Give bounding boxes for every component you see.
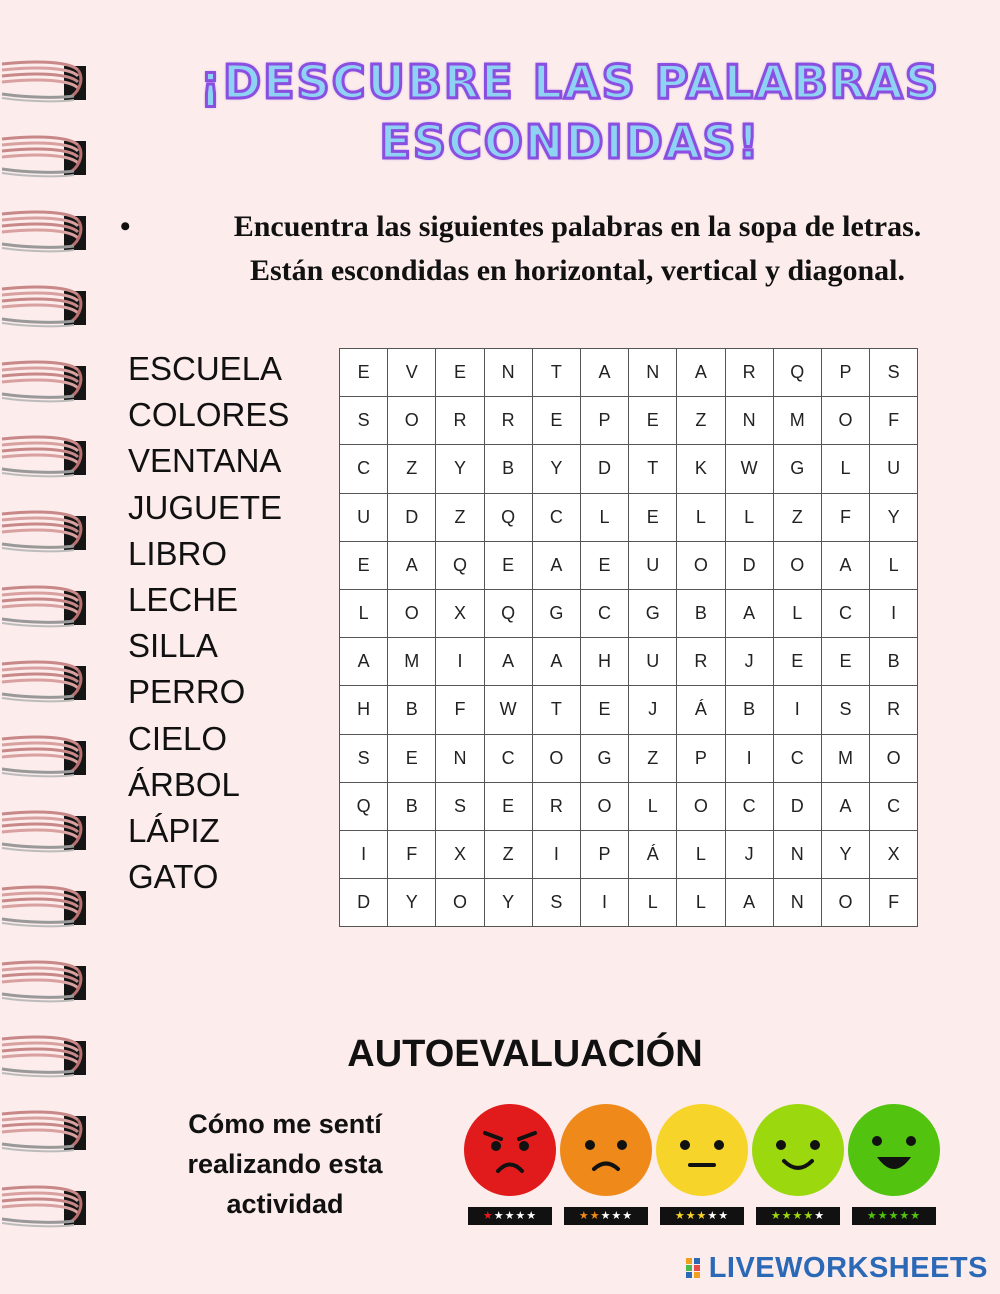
grid-cell[interactable]: A bbox=[532, 638, 580, 686]
grid-cell[interactable]: T bbox=[532, 349, 580, 397]
page-title bbox=[140, 52, 1000, 172]
grid-cell[interactable]: C bbox=[773, 734, 821, 782]
grid-row bbox=[340, 541, 918, 589]
word-item: PERRO bbox=[128, 673, 246, 711]
grid-cell[interactable]: Q bbox=[436, 541, 484, 589]
rating-stars-3: ★★★★★ bbox=[660, 1207, 744, 1225]
grid-cell[interactable]: L bbox=[725, 493, 773, 541]
grid-cell[interactable]: O bbox=[821, 879, 869, 927]
spiral-ring-icon bbox=[2, 1037, 86, 1076]
grid-cell[interactable]: E bbox=[532, 397, 580, 445]
grid-cell[interactable]: H bbox=[340, 686, 388, 734]
word-item: ÁRBOL bbox=[128, 765, 240, 803]
grid-cell[interactable]: I bbox=[532, 830, 580, 878]
grid-cell[interactable]: R bbox=[484, 397, 532, 445]
grid-cell[interactable]: Á bbox=[677, 686, 725, 734]
grid-cell[interactable]: E bbox=[580, 686, 628, 734]
grid-cell[interactable]: J bbox=[725, 830, 773, 878]
grid-cell[interactable]: D bbox=[725, 541, 773, 589]
grid-cell[interactable]: E bbox=[484, 541, 532, 589]
grid-cell[interactable]: J bbox=[629, 686, 677, 734]
spiral-ring-icon bbox=[2, 887, 86, 926]
grid-cell[interactable]: G bbox=[629, 589, 677, 637]
grid-cell[interactable]: L bbox=[773, 589, 821, 637]
grid-cell[interactable]: G bbox=[580, 734, 628, 782]
grid-cell[interactable]: K bbox=[677, 445, 725, 493]
grid-cell[interactable]: N bbox=[436, 734, 484, 782]
grid-cell[interactable]: P bbox=[677, 734, 725, 782]
grid-cell[interactable]: Z bbox=[629, 734, 677, 782]
grid-cell[interactable]: D bbox=[388, 493, 436, 541]
grid-cell[interactable]: D bbox=[580, 445, 628, 493]
word-item: LÁPIZ bbox=[128, 812, 220, 850]
grid-cell[interactable]: R bbox=[870, 686, 918, 734]
grid-cell[interactable]: E bbox=[629, 397, 677, 445]
word-search-grid[interactable] bbox=[339, 348, 918, 927]
rating-stars-4: ★★★★★ bbox=[756, 1207, 840, 1225]
grid-cell[interactable]: D bbox=[773, 782, 821, 830]
grid-cell[interactable]: G bbox=[773, 445, 821, 493]
grid-cell[interactable]: Y bbox=[388, 879, 436, 927]
grid-cell[interactable]: A bbox=[725, 589, 773, 637]
grid-cell[interactable]: Y bbox=[484, 879, 532, 927]
word-item: JUGUETE bbox=[128, 488, 283, 526]
spiral-ring-icon bbox=[2, 287, 86, 326]
grid-cell[interactable]: R bbox=[725, 349, 773, 397]
grid-cell[interactable]: Y bbox=[870, 493, 918, 541]
spiral-ring-icon bbox=[2, 737, 86, 776]
grid-cell[interactable]: Q bbox=[340, 782, 388, 830]
grid-cell[interactable]: X bbox=[436, 830, 484, 878]
word-item: ESCUELA bbox=[128, 350, 283, 387]
bullet-icon: • bbox=[120, 210, 131, 243]
grid-cell[interactable]: J bbox=[725, 638, 773, 686]
grid-cell[interactable]: Z bbox=[677, 397, 725, 445]
grid-cell[interactable]: F bbox=[821, 493, 869, 541]
grid-cell[interactable]: O bbox=[388, 397, 436, 445]
grid-row bbox=[340, 686, 918, 734]
grid-cell[interactable]: A bbox=[677, 349, 725, 397]
prompt-line-2: realizando esta bbox=[187, 1149, 383, 1179]
grid-cell[interactable]: M bbox=[773, 397, 821, 445]
grid-cell[interactable]: O bbox=[580, 782, 628, 830]
grid-cell[interactable]: T bbox=[629, 445, 677, 493]
grid-cell[interactable]: X bbox=[436, 589, 484, 637]
grid-row bbox=[340, 782, 918, 830]
grid-cell[interactable]: C bbox=[821, 589, 869, 637]
grid-cell[interactable]: A bbox=[821, 782, 869, 830]
grid-cell[interactable]: L bbox=[870, 541, 918, 589]
word-item: LECHE bbox=[128, 581, 239, 619]
rating-stars-5: ★★★★★ bbox=[852, 1207, 936, 1225]
grid-cell[interactable]: O bbox=[532, 734, 580, 782]
grid-row bbox=[340, 734, 918, 782]
grid-cell[interactable]: I bbox=[870, 589, 918, 637]
grid-cell[interactable]: E bbox=[484, 782, 532, 830]
liveworksheets-brand[interactable] bbox=[685, 1252, 988, 1284]
grid-cell[interactable]: O bbox=[677, 782, 725, 830]
grid-cell[interactable]: L bbox=[580, 493, 628, 541]
grid-cell[interactable]: T bbox=[532, 686, 580, 734]
grid-cell[interactable]: B bbox=[870, 638, 918, 686]
grid-cell[interactable]: O bbox=[388, 589, 436, 637]
spiral-ring-icon bbox=[2, 212, 86, 251]
grid-cell[interactable]: N bbox=[629, 349, 677, 397]
grid-cell[interactable]: C bbox=[580, 589, 628, 637]
grid-cell[interactable]: Y bbox=[821, 830, 869, 878]
grid-cell[interactable]: Y bbox=[532, 445, 580, 493]
smile-face-icon[interactable] bbox=[751, 1103, 845, 1197]
grid-cell[interactable]: O bbox=[677, 541, 725, 589]
brand-name: LIVEWORKSHEETS bbox=[708, 1251, 988, 1284]
spiral-ring-icon bbox=[2, 137, 86, 176]
word-list bbox=[128, 346, 318, 900]
liveworksheets-logo-icon bbox=[685, 1256, 709, 1280]
grid-cell[interactable]: I bbox=[580, 879, 628, 927]
grid-cell[interactable]: Z bbox=[436, 493, 484, 541]
grid-cell[interactable]: I bbox=[773, 686, 821, 734]
spiral-ring-icon bbox=[2, 1112, 86, 1151]
grid-cell[interactable]: N bbox=[725, 397, 773, 445]
prompt-line-1: Cómo me sentí bbox=[188, 1109, 382, 1139]
happy-face-icon[interactable] bbox=[847, 1103, 941, 1197]
grid-cell[interactable]: E bbox=[773, 638, 821, 686]
grid-cell[interactable]: A bbox=[484, 638, 532, 686]
grid-row bbox=[340, 830, 918, 878]
grid-cell[interactable]: G bbox=[532, 589, 580, 637]
grid-cell[interactable]: Y bbox=[436, 445, 484, 493]
self-evaluation-title: AUTOEVALUACIÓN bbox=[347, 1033, 703, 1075]
word-item: CIELO bbox=[128, 719, 228, 757]
grid-cell[interactable]: C bbox=[340, 445, 388, 493]
grid-cell[interactable]: O bbox=[773, 541, 821, 589]
grid-cell[interactable]: L bbox=[629, 782, 677, 830]
grid-cell[interactable]: B bbox=[677, 589, 725, 637]
grid-cell[interactable]: U bbox=[340, 493, 388, 541]
grid-cell[interactable]: A bbox=[725, 879, 773, 927]
grid-row bbox=[340, 493, 918, 541]
grid-cell[interactable]: S bbox=[340, 734, 388, 782]
self-evaluation-prompt bbox=[160, 1104, 410, 1224]
spiral-ring-icon bbox=[2, 62, 86, 101]
grid-cell[interactable]: R bbox=[532, 782, 580, 830]
grid-row bbox=[340, 879, 918, 927]
grid-cell[interactable]: B bbox=[388, 782, 436, 830]
grid-cell[interactable]: B bbox=[388, 686, 436, 734]
grid-cell[interactable]: E bbox=[340, 349, 388, 397]
word-item: LIBRO bbox=[128, 534, 228, 572]
grid-cell[interactable]: U bbox=[870, 445, 918, 493]
angry-face-icon[interactable] bbox=[463, 1103, 557, 1197]
rating-stars-1: ★★★★★ bbox=[468, 1207, 552, 1225]
grid-cell[interactable]: N bbox=[773, 830, 821, 878]
spiral-ring-icon bbox=[2, 662, 86, 701]
grid-cell[interactable]: E bbox=[436, 349, 484, 397]
grid-cell[interactable]: M bbox=[388, 638, 436, 686]
grid-cell[interactable]: E bbox=[580, 541, 628, 589]
grid-cell[interactable]: Q bbox=[773, 349, 821, 397]
grid-cell[interactable]: E bbox=[388, 734, 436, 782]
grid-cell[interactable]: Z bbox=[773, 493, 821, 541]
grid-cell[interactable]: R bbox=[677, 638, 725, 686]
spiral-ring-icon bbox=[2, 962, 86, 1001]
grid-cell[interactable]: H bbox=[580, 638, 628, 686]
grid-row bbox=[340, 589, 918, 637]
grid-cell[interactable]: F bbox=[870, 397, 918, 445]
spiral-ring-icon bbox=[2, 812, 86, 851]
grid-cell[interactable]: L bbox=[677, 493, 725, 541]
grid-cell[interactable]: V bbox=[388, 349, 436, 397]
grid-cell[interactable]: W bbox=[484, 686, 532, 734]
title-line-2: ESCONDIDAS! bbox=[379, 115, 761, 169]
instructions bbox=[120, 205, 990, 293]
grid-cell[interactable]: A bbox=[821, 541, 869, 589]
grid-cell[interactable]: S bbox=[532, 879, 580, 927]
grid-cell[interactable]: I bbox=[340, 830, 388, 878]
grid-cell[interactable]: O bbox=[821, 397, 869, 445]
grid-cell[interactable]: Z bbox=[388, 445, 436, 493]
grid-cell[interactable]: F bbox=[388, 830, 436, 878]
grid-cell[interactable]: C bbox=[484, 734, 532, 782]
grid-cell[interactable]: A bbox=[340, 638, 388, 686]
grid-cell[interactable]: L bbox=[677, 830, 725, 878]
grid-row bbox=[340, 638, 918, 686]
spiral-binding bbox=[0, 0, 100, 1294]
grid-cell[interactable]: Z bbox=[484, 830, 532, 878]
word-item: COLORES bbox=[128, 396, 290, 434]
grid-cell[interactable]: C bbox=[532, 493, 580, 541]
grid-cell[interactable]: C bbox=[725, 782, 773, 830]
spiral-ring-icon bbox=[2, 512, 86, 551]
grid-cell[interactable]: L bbox=[821, 445, 869, 493]
grid-cell[interactable]: M bbox=[821, 734, 869, 782]
grid-cell[interactable]: S bbox=[821, 686, 869, 734]
grid-cell[interactable]: P bbox=[580, 830, 628, 878]
grid-cell[interactable]: A bbox=[532, 541, 580, 589]
grid-cell[interactable]: P bbox=[580, 397, 628, 445]
spiral-ring-icon bbox=[2, 437, 86, 476]
grid-cell[interactable]: Á bbox=[629, 830, 677, 878]
grid-cell[interactable]: D bbox=[340, 879, 388, 927]
spiral-ring-icon bbox=[2, 362, 86, 401]
grid-cell[interactable]: Q bbox=[484, 589, 532, 637]
grid-cell[interactable]: A bbox=[388, 541, 436, 589]
word-item: SILLA bbox=[128, 627, 218, 665]
grid-cell[interactable]: I bbox=[436, 638, 484, 686]
grid-cell[interactable]: E bbox=[821, 638, 869, 686]
neutral-face-icon[interactable] bbox=[655, 1103, 749, 1197]
instructions-line-2: Están escondidas en horizontal, vertical y diagonal. bbox=[249, 254, 906, 287]
grid-cell[interactable]: I bbox=[725, 734, 773, 782]
grid-row bbox=[340, 397, 918, 445]
grid-cell[interactable]: U bbox=[629, 638, 677, 686]
grid-cell[interactable]: B bbox=[725, 686, 773, 734]
sad-face-icon[interactable] bbox=[559, 1103, 653, 1197]
grid-cell[interactable]: L bbox=[677, 879, 725, 927]
grid-cell[interactable]: A bbox=[580, 349, 628, 397]
spiral-ring-icon bbox=[2, 587, 86, 626]
grid-cell[interactable]: S bbox=[870, 349, 918, 397]
grid-cell[interactable]: N bbox=[484, 349, 532, 397]
grid-cell[interactable]: O bbox=[870, 734, 918, 782]
grid-cell[interactable]: O bbox=[436, 879, 484, 927]
instructions-line-1: Encuentra las siguientes palabras en la sopa de letras. bbox=[233, 210, 922, 243]
grid-cell[interactable]: E bbox=[340, 541, 388, 589]
grid-cell[interactable]: Q bbox=[484, 493, 532, 541]
grid-cell[interactable]: B bbox=[484, 445, 532, 493]
title-line-1: ¡DESCUBRE LAS PALABRAS bbox=[199, 55, 941, 109]
rating-stars-2: ★★★★★ bbox=[564, 1207, 648, 1225]
grid-cell[interactable]: R bbox=[436, 397, 484, 445]
prompt-line-3: actividad bbox=[226, 1189, 344, 1219]
grid-cell[interactable]: L bbox=[340, 589, 388, 637]
spiral-ring-icon bbox=[2, 1187, 86, 1226]
word-item: VENTANA bbox=[128, 442, 282, 480]
grid-row bbox=[340, 445, 918, 493]
grid-cell[interactable]: F bbox=[436, 686, 484, 734]
grid-cell[interactable]: U bbox=[629, 541, 677, 589]
grid-row bbox=[340, 349, 918, 397]
grid-cell[interactable]: L bbox=[629, 879, 677, 927]
grid-cell[interactable]: C bbox=[870, 782, 918, 830]
grid-cell[interactable]: W bbox=[725, 445, 773, 493]
grid-cell[interactable]: X bbox=[870, 830, 918, 878]
grid-cell[interactable]: F bbox=[870, 879, 918, 927]
grid-cell[interactable]: S bbox=[340, 397, 388, 445]
grid-cell[interactable]: S bbox=[436, 782, 484, 830]
grid-cell[interactable]: E bbox=[629, 493, 677, 541]
grid-cell[interactable]: N bbox=[773, 879, 821, 927]
word-item: GATO bbox=[128, 858, 219, 896]
grid-cell[interactable]: P bbox=[821, 349, 869, 397]
